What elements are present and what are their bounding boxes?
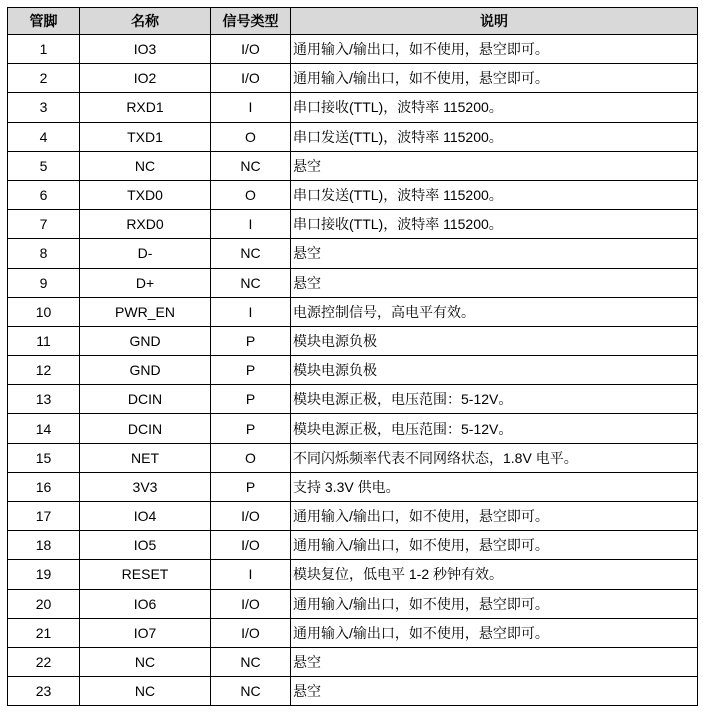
name-cell: PWR_EN (80, 297, 211, 326)
pin-cell: 5 (8, 151, 80, 180)
description-cell: 通用输入/输出口，如不使用，悬空即可。 (291, 35, 698, 64)
signal-type-cell: O (211, 443, 291, 472)
name-cell: D+ (80, 268, 211, 297)
signal-type-cell: P (211, 414, 291, 443)
pin-cell: 14 (8, 414, 80, 443)
table-row (8, 356, 698, 385)
table-row (8, 414, 698, 443)
signal-type-cell: NC (211, 151, 291, 180)
description-cell: 模块电源正极，电压范围：5-12V。 (291, 414, 698, 443)
header-description: 说明 (291, 8, 698, 35)
table-header (8, 8, 698, 35)
name-cell: RXD0 (80, 210, 211, 239)
signal-type-cell: I (211, 297, 291, 326)
name-cell: IO7 (80, 618, 211, 647)
signal-type-cell: I/O (211, 35, 291, 64)
description-cell: 模块复位，低电平 1-2 秒钟有效。 (291, 560, 698, 589)
pin-cell: 17 (8, 502, 80, 531)
pin-cell: 19 (8, 560, 80, 589)
pin-cell: 15 (8, 443, 80, 472)
header-row (8, 8, 698, 35)
description-cell: 模块电源负极 (291, 326, 698, 355)
description-cell: 串口接收(TTL)，波特率 115200。 (291, 93, 698, 122)
description-cell: 悬空 (291, 677, 698, 706)
pin-cell: 11 (8, 326, 80, 355)
description-cell: 悬空 (291, 268, 698, 297)
table-row (8, 443, 698, 472)
name-cell: IO5 (80, 531, 211, 560)
description-cell: 模块电源正极，电压范围：5-12V。 (291, 385, 698, 414)
pin-cell: 7 (8, 210, 80, 239)
name-cell: GND (80, 356, 211, 385)
pin-cell: 18 (8, 531, 80, 560)
pin-cell: 22 (8, 647, 80, 676)
pin-cell: 23 (8, 677, 80, 706)
signal-type-cell: I/O (211, 64, 291, 93)
name-cell: NET (80, 443, 211, 472)
name-cell: NC (80, 151, 211, 180)
table-row (8, 122, 698, 151)
signal-type-cell: P (211, 326, 291, 355)
table-row (8, 93, 698, 122)
description-cell: 串口发送(TTL)，波特率 115200。 (291, 122, 698, 151)
table-row (8, 589, 698, 618)
header-pin: 管脚 (8, 8, 80, 35)
name-cell: DCIN (80, 414, 211, 443)
pin-cell: 9 (8, 268, 80, 297)
table-row (8, 385, 698, 414)
name-cell: TXD1 (80, 122, 211, 151)
pin-cell: 2 (8, 64, 80, 93)
name-cell: DCIN (80, 385, 211, 414)
name-cell: TXD0 (80, 180, 211, 209)
table-row (8, 297, 698, 326)
signal-type-cell: P (211, 385, 291, 414)
pin-cell: 10 (8, 297, 80, 326)
table-row (8, 64, 698, 93)
signal-type-cell: I/O (211, 589, 291, 618)
name-cell: D- (80, 239, 211, 268)
table-row (8, 531, 698, 560)
signal-type-cell: O (211, 122, 291, 151)
table-body (8, 35, 698, 706)
signal-type-cell: I (211, 93, 291, 122)
description-cell: 通用输入/输出口，如不使用，悬空即可。 (291, 531, 698, 560)
description-cell: 通用输入/输出口，如不使用，悬空即可。 (291, 502, 698, 531)
name-cell: RXD1 (80, 93, 211, 122)
table-row (8, 560, 698, 589)
description-cell: 通用输入/输出口，如不使用，悬空即可。 (291, 589, 698, 618)
description-cell: 模块电源负极 (291, 356, 698, 385)
table-row (8, 326, 698, 355)
name-cell: GND (80, 326, 211, 355)
name-cell: NC (80, 647, 211, 676)
description-cell: 通用输入/输出口，如不使用，悬空即可。 (291, 64, 698, 93)
description-cell: 通用输入/输出口，如不使用，悬空即可。 (291, 618, 698, 647)
pin-cell: 16 (8, 472, 80, 501)
description-cell: 悬空 (291, 647, 698, 676)
pin-definition-table (7, 7, 698, 706)
signal-type-cell: NC (211, 239, 291, 268)
header-name: 名称 (80, 8, 211, 35)
signal-type-cell: I/O (211, 531, 291, 560)
table-row (8, 472, 698, 501)
pin-cell: 13 (8, 385, 80, 414)
pin-cell: 3 (8, 93, 80, 122)
table-row (8, 647, 698, 676)
signal-type-cell: P (211, 472, 291, 501)
description-cell: 悬空 (291, 151, 698, 180)
pin-cell: 20 (8, 589, 80, 618)
description-cell: 电源控制信号，高电平有效。 (291, 297, 698, 326)
table-row (8, 35, 698, 64)
table-row (8, 151, 698, 180)
description-cell: 串口发送(TTL)，波特率 115200。 (291, 180, 698, 209)
header-signal-type: 信号类型 (211, 8, 291, 35)
table-row (8, 268, 698, 297)
name-cell: IO6 (80, 589, 211, 618)
signal-type-cell: NC (211, 268, 291, 297)
name-cell: IO3 (80, 35, 211, 64)
signal-type-cell: I/O (211, 502, 291, 531)
description-cell: 悬空 (291, 239, 698, 268)
description-cell: 不同闪烁频率代表不同网络状态，1.8V 电平。 (291, 443, 698, 472)
signal-type-cell: I/O (211, 618, 291, 647)
signal-type-cell: O (211, 180, 291, 209)
description-cell: 串口接收(TTL)，波特率 115200。 (291, 210, 698, 239)
signal-type-cell: NC (211, 677, 291, 706)
pin-cell: 4 (8, 122, 80, 151)
description-cell: 支持 3.3V 供电。 (291, 472, 698, 501)
pin-cell: 12 (8, 356, 80, 385)
name-cell: NC (80, 677, 211, 706)
name-cell: RESET (80, 560, 211, 589)
signal-type-cell: I (211, 210, 291, 239)
name-cell: IO2 (80, 64, 211, 93)
table-row (8, 239, 698, 268)
pin-cell: 21 (8, 618, 80, 647)
pin-cell: 1 (8, 35, 80, 64)
signal-type-cell: NC (211, 647, 291, 676)
pin-cell: 8 (8, 239, 80, 268)
table-row (8, 210, 698, 239)
pin-cell: 6 (8, 180, 80, 209)
table-row (8, 618, 698, 647)
name-cell: 3V3 (80, 472, 211, 501)
table-row (8, 180, 698, 209)
table-row (8, 502, 698, 531)
signal-type-cell: I (211, 560, 291, 589)
name-cell: IO4 (80, 502, 211, 531)
table-row (8, 677, 698, 706)
signal-type-cell: P (211, 356, 291, 385)
